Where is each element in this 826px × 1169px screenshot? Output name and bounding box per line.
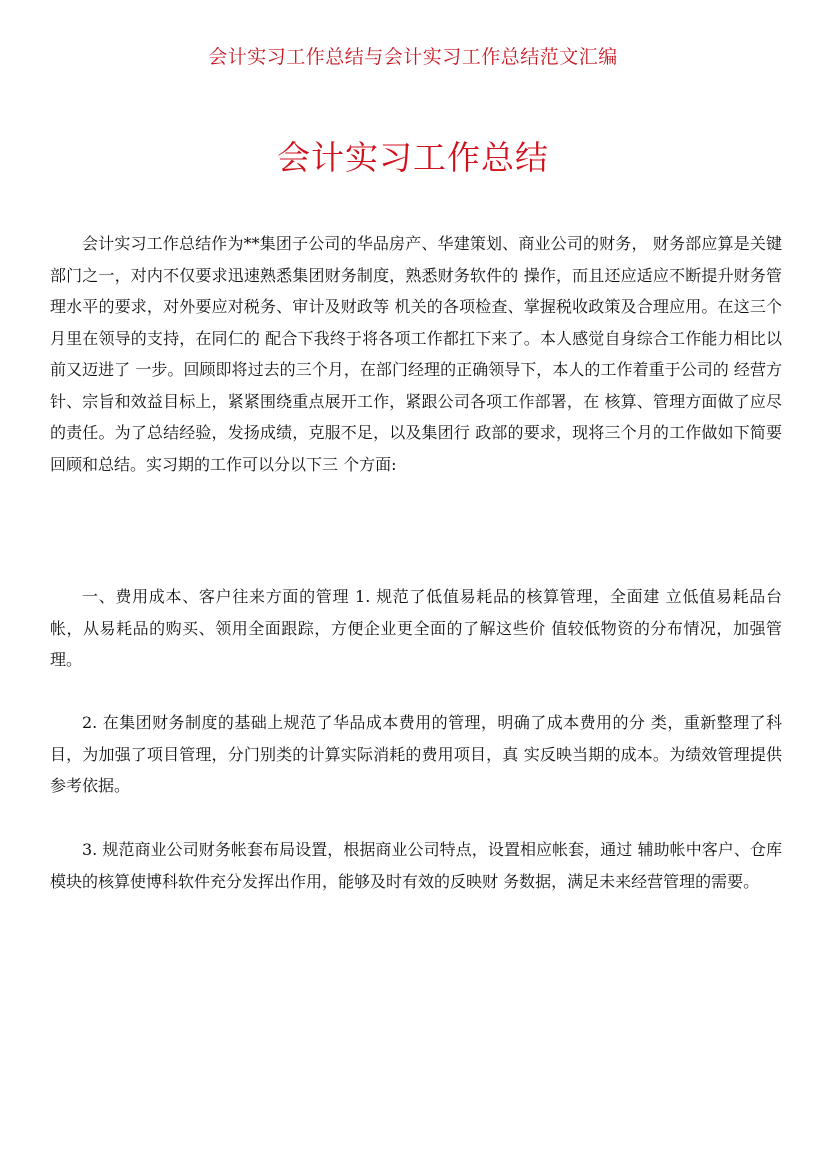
paragraph-intro: 会计实习工作总结作为**集团子公司的华品房产、华建策划、商业公司的财务， 财务部应算是关键部门之一，对内不仅要求迅速熟悉集团财务制度，熟悉财务软件的 操作，而且还应适应不断提升财务管理水平的要求，对外要应对税务、审计及财政等 机关的各项检查、掌握税收政策及合理应用。在这三个月里在领导的支持，在同仁的 配合下我终于将各项工作都扛下来了。本人感觉自身综合工作能力相比以前又迈进了 一步。回顾即将过去的三个月，在部门经理的正确领导下，本人的工作着重于公司的 经营方针、宗旨和效益目标上，紧紧围绕重点展开工作，紧跟公司各项工作部署，在 核算、管理方面做了应尽的责任。为了总结经验，发扬成绩，克服不足，以及集团行 政部的要求，现将三个月的工作做如下简要回顾和总结。实习期的工作可以分以下三 个方面: bbox=[50, 234, 782, 474]
paragraph-item-2: 2. 在集团财务制度的基础上规范了华品成本费用的管理，明确了成本费用的分 类，重新整理了科目，为加强了项目管理，分门别类的计算实际消耗的费用项目，真 实反映当期的成本。为绩效管理提供参考依据。 bbox=[50, 713, 782, 795]
document-header: 会计实习工作总结与会计实习工作总结范文汇编 bbox=[208, 46, 618, 68]
paragraph-section-1: 一、费用成本、客户往来方面的管理 1. 规范了低值易耗品的核算管理，全面建 立低值易耗品台帐，从易耗品的购买、领用全面跟踪，方便企业更全面的了解这些价 值较低物资的分布情况，加强管理。 bbox=[50, 587, 782, 669]
document-title: 会计实习工作总结 bbox=[277, 138, 549, 177]
paragraph-item-3: 3. 规范商业公司财务帐套布局设置，根据商业公司特点，设置相应帐套，通过 辅助帐中客户、仓库模块的核算使博科软件充分发挥出作用，能够及时有效的反映财 务数据，满足未来经营管理的需要。 bbox=[50, 840, 782, 891]
